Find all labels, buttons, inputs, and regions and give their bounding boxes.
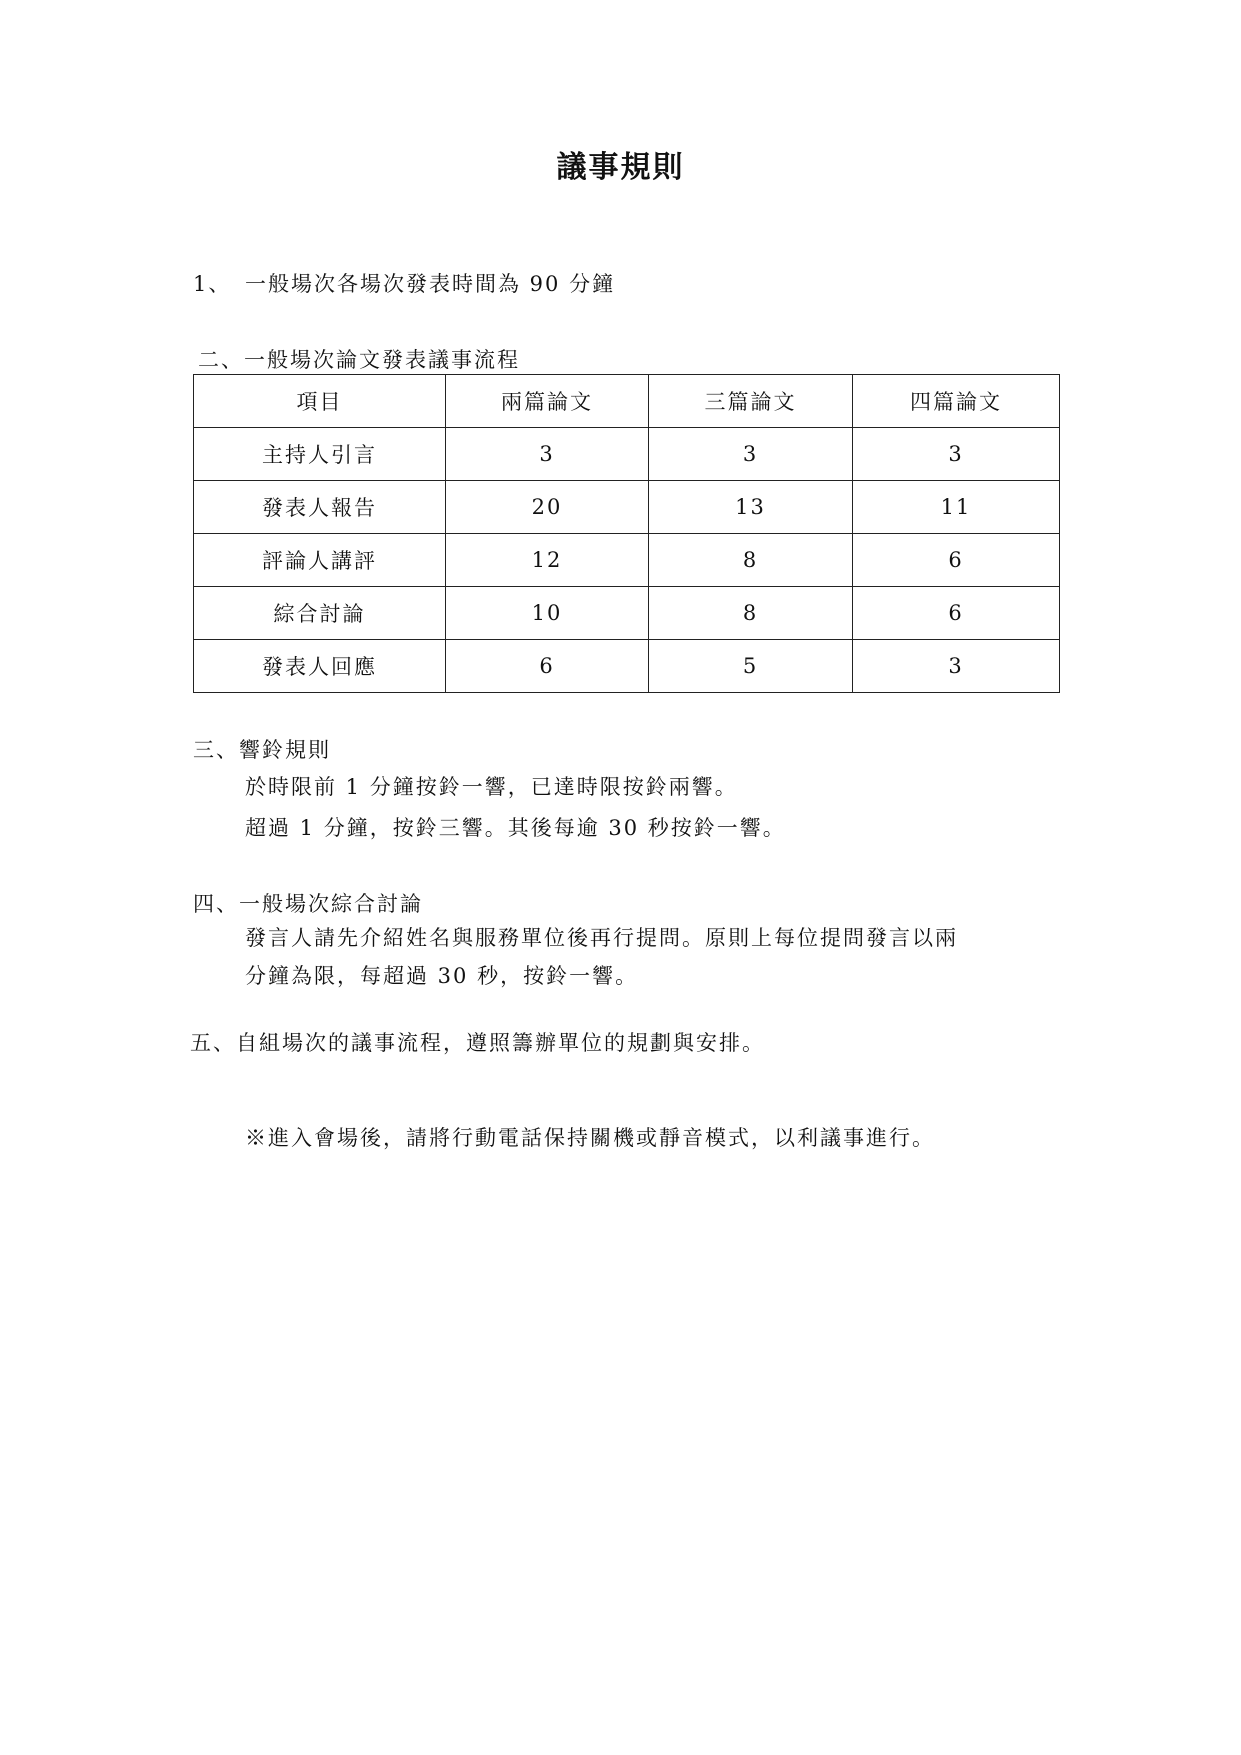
section-3-line-1: 於時限前 1 分鐘按鈴一響，已達時限按鈴兩響。 — [245, 775, 738, 799]
header-cell-two-papers: 兩篇論文 — [446, 375, 649, 428]
section-2-heading: 二、一般場次論文發表議事流程 — [198, 348, 520, 372]
table-cell: 13 — [649, 481, 853, 534]
page-title: 議事規則 — [556, 150, 685, 185]
table-cell: 3 — [853, 640, 1060, 693]
table-row — [194, 428, 1060, 481]
section-4-line-1: 發言人請先介紹姓名與服務單位後再行提問。原則上每位提問發言以兩 — [245, 926, 958, 950]
flow-table — [193, 374, 1060, 693]
section-3-line-2: 超過 1 分鐘，按鈴三響。其後每逾 30 秒按鈴一響。 — [245, 816, 786, 840]
table-cell-label: 主持人引言 — [194, 428, 446, 481]
phone-notice: ※進入會場後，請將行動電話保持關機或靜音模式，以利議事進行。 — [245, 1126, 935, 1150]
header-cell-four-papers: 四篇論文 — [853, 375, 1060, 428]
table-cell: 3 — [649, 428, 853, 481]
section-1-number: 1、 — [193, 272, 232, 296]
table-cell: 6 — [446, 640, 649, 693]
section-5: 五、自組場次的議事流程，遵照籌辦單位的規劃與安排。 — [190, 1031, 765, 1055]
header-cell-item: 項目 — [194, 375, 446, 428]
header-cell-three-papers: 三篇論文 — [649, 375, 853, 428]
table-row — [194, 640, 1060, 693]
table-cell-label: 發表人回應 — [194, 640, 446, 693]
table-row — [194, 587, 1060, 640]
table-cell-label: 發表人報告 — [194, 481, 446, 534]
section-4-line-2: 分鐘為限，每超過 30 秒，按鈴一響。 — [245, 964, 639, 988]
table-row — [194, 534, 1060, 587]
table-cell: 12 — [446, 534, 649, 587]
table-cell: 5 — [649, 640, 853, 693]
table-cell: 8 — [649, 587, 853, 640]
section-1 — [193, 268, 615, 298]
table-cell: 8 — [649, 534, 853, 587]
table-header-row — [194, 375, 1060, 428]
table-cell: 3 — [853, 428, 1060, 481]
table-cell: 20 — [446, 481, 649, 534]
table-cell-label: 評論人講評 — [194, 534, 446, 587]
section-3-heading: 三、響鈴規則 — [193, 738, 331, 762]
table-cell: 3 — [446, 428, 649, 481]
table-cell: 6 — [853, 534, 1060, 587]
table-cell: 10 — [446, 587, 649, 640]
table-cell: 11 — [853, 481, 1060, 534]
table-row — [194, 481, 1060, 534]
section-4-heading: 四、一般場次綜合討論 — [193, 892, 423, 916]
table-cell-label: 綜合討論 — [194, 587, 446, 640]
section-1-text: 一般場次各場次發表時間為 90 分鐘 — [245, 272, 616, 296]
table-cell: 6 — [853, 587, 1060, 640]
